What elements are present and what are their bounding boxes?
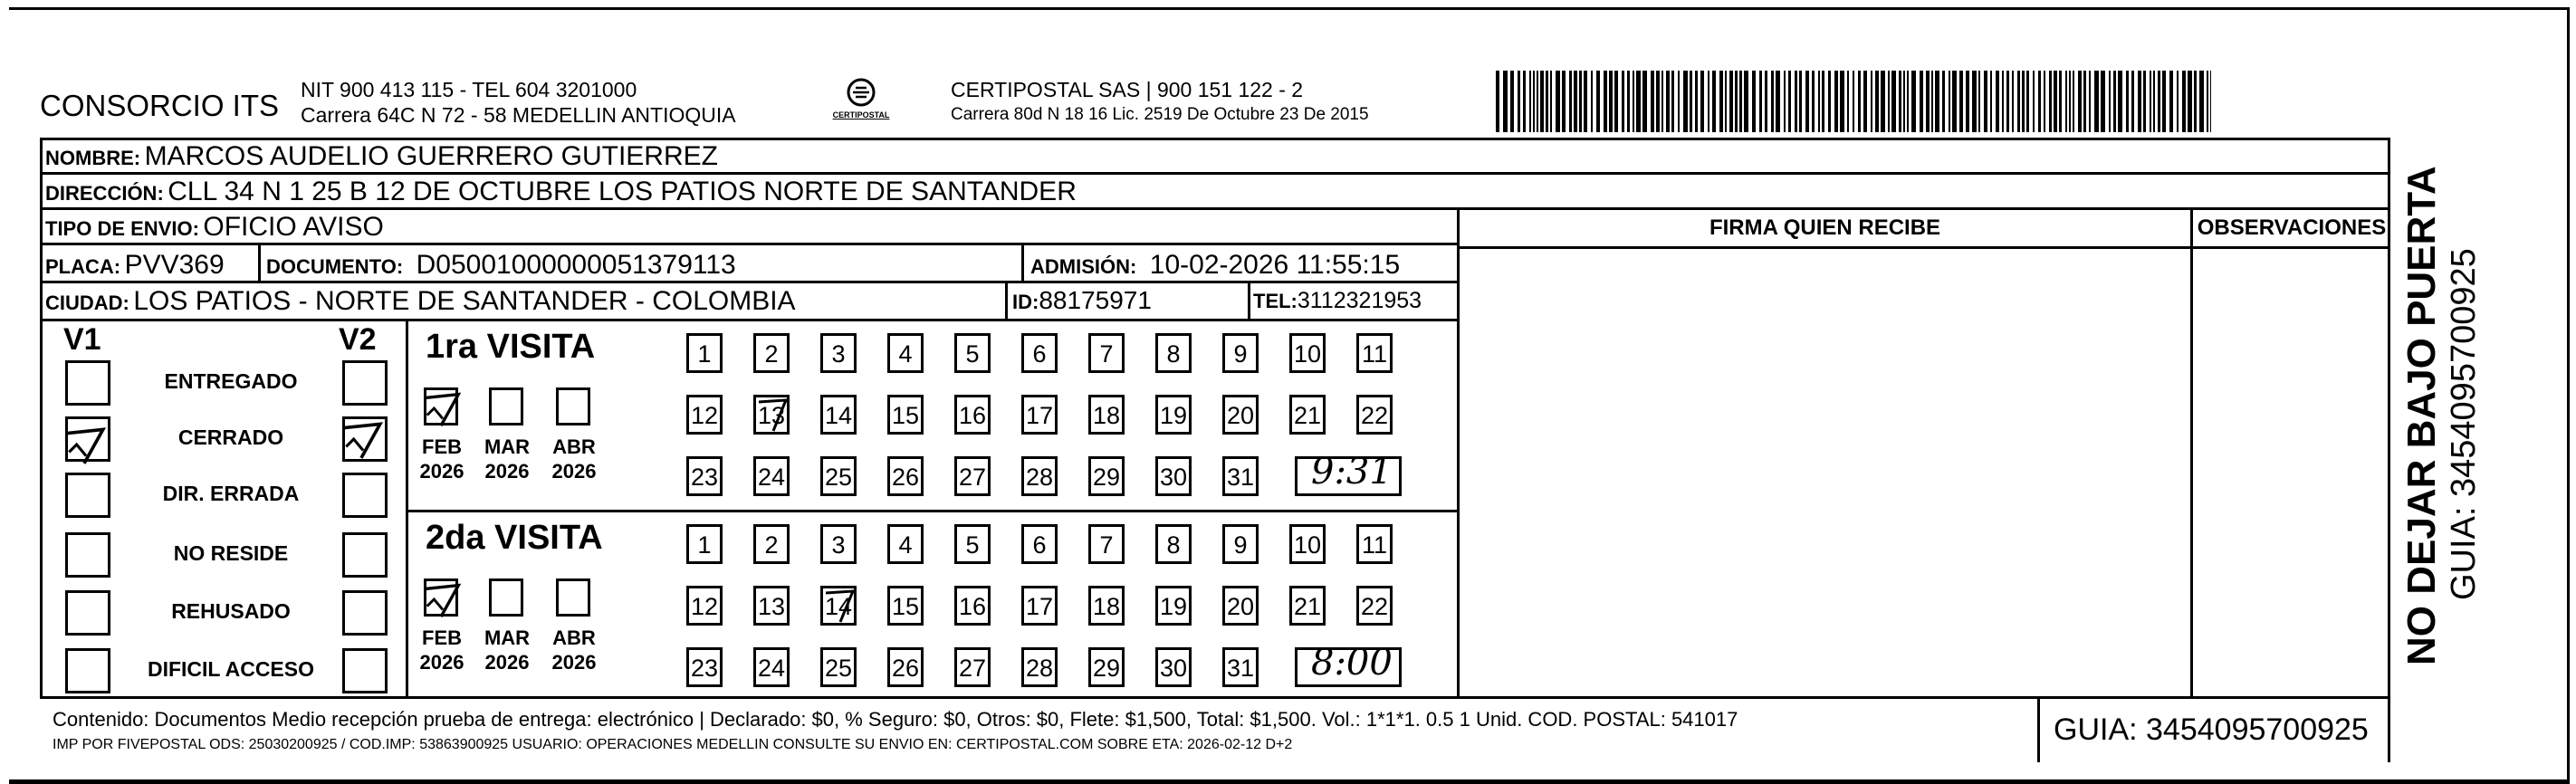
admission-label: ADMISIÓN: [1030, 255, 1137, 278]
observations-header: OBSERVACIONES [2197, 215, 2387, 240]
status-v1-checkbox[interactable] [65, 590, 110, 636]
day-box[interactable]: 15 [887, 586, 924, 626]
day-box[interactable]: 10 [1289, 333, 1326, 373]
city-cell [45, 286, 796, 317]
status-v2-checkbox[interactable] [342, 590, 388, 636]
handwritten-time: 8:00 [1311, 642, 1393, 684]
day-box[interactable]: 21 [1289, 586, 1326, 626]
city-value: LOS PATIOS - NORTE DE SANTANDER - COLOMBIA [133, 286, 796, 316]
day-box[interactable]: 26 [887, 456, 924, 496]
day-box[interactable]: 19 [1155, 395, 1192, 435]
month-checkbox[interactable] [489, 387, 523, 425]
day-box[interactable]: 2 [753, 524, 790, 564]
rule-v-plate [258, 243, 261, 281]
month-checkbox[interactable] [424, 578, 458, 617]
status-v1-checkbox[interactable] [65, 648, 110, 693]
day-box[interactable]: 25 [820, 647, 857, 687]
day-box[interactable]: 8 [1155, 333, 1192, 373]
day-box[interactable]: 1 [686, 524, 723, 564]
shiptype-label: TIPO DE ENVIO: [45, 217, 199, 240]
document-cell [266, 250, 736, 281]
day-box[interactable]: 5 [954, 333, 991, 373]
visit-title: 1ra VISITA [426, 328, 596, 366]
city-label: CIUDAD: [45, 292, 129, 314]
tel-value: 3112321953 [1297, 288, 1422, 313]
day-box[interactable]: 13 [753, 586, 790, 626]
day-box[interactable]: 12 [686, 395, 723, 435]
rule-name [40, 172, 2390, 175]
sender-line-2: Carrera 64C N 72 - 58 MEDELLIN ANTIOQUIA [301, 103, 736, 127]
day-box[interactable]: 11 [1356, 524, 1393, 564]
day-box[interactable]: 29 [1088, 456, 1125, 496]
day-box[interactable]: 9 [1222, 524, 1259, 564]
v1-header: V1 [63, 322, 101, 357]
day-box[interactable]: 10 [1289, 524, 1326, 564]
month-label: MAR 2026 [484, 435, 531, 483]
day-box[interactable]: 27 [954, 456, 991, 496]
ship-type: OFICIO AVISO [203, 212, 384, 242]
status-v2-checkbox[interactable] [342, 473, 388, 518]
day-box[interactable]: 22 [1356, 586, 1393, 626]
day-box[interactable]: 3 [820, 524, 857, 564]
rule-city [40, 319, 1460, 321]
day-box[interactable]: 25 [820, 456, 857, 496]
day-box[interactable]: 17 [1021, 586, 1058, 626]
footer-print-info: IMP POR FIVEPOSTAL ODS: 25030200925 / COD.IMP: 53863900925 USUARIO: OPERACIONES MEDELLIN CONSULTE SU ENVIO EN: CERTIPOSTAL.COM SOBRE ETA: 2026-02-12 D+2 [53, 737, 1293, 752]
shiptype-row [45, 212, 384, 243]
rule-visits [406, 510, 1460, 512]
rule-address [40, 207, 2390, 210]
day-box[interactable]: 4 [887, 524, 924, 564]
sender-name: CONSORCIO ITS [40, 89, 280, 122]
status-label: DIFICIL ACCESO [147, 657, 314, 681]
month-checkbox[interactable] [556, 578, 590, 617]
month-checkbox[interactable] [489, 578, 523, 617]
day-box[interactable]: 15 [887, 395, 924, 435]
day-box[interactable]: 20 [1222, 586, 1259, 626]
name-row [45, 141, 718, 172]
day-box[interactable]: 31 [1222, 456, 1259, 496]
month-checkbox[interactable] [556, 387, 590, 425]
day-box[interactable]: 14 [820, 586, 857, 626]
plate-value: PVV369 [124, 250, 225, 280]
tel-cell [1253, 288, 1422, 314]
day-box[interactable]: 4 [887, 333, 924, 373]
status-v1-checkbox[interactable] [65, 473, 110, 518]
day-box[interactable]: 14 [820, 395, 857, 435]
v2-header: V2 [339, 322, 377, 357]
day-box[interactable]: 23 [686, 456, 723, 496]
barcode [1496, 71, 2213, 132]
signature-header: FIRMA QUIEN RECIBE [1709, 215, 1941, 240]
day-box[interactable]: 2 [753, 333, 790, 373]
day-box[interactable]: 21 [1289, 395, 1326, 435]
carrier-line-2: Carrera 80d N 18 16 Lic. 2519 De Octubre 23 De 2015 [951, 105, 1369, 124]
day-box[interactable]: 27 [954, 647, 991, 687]
carrier-line-1: CERTIPOSTAL SAS | 900 151 122 - 2 [951, 78, 1304, 101]
admission-value: 10-02-2026 11:55:15 [1149, 250, 1401, 280]
day-box[interactable]: 18 [1088, 586, 1125, 626]
side-warning: NO DEJAR BAJO PUERTA [2399, 166, 2444, 665]
side-guia: GUIA: 3454095700925 [2445, 248, 2483, 600]
day-box[interactable]: 13 [753, 395, 790, 435]
tel-label: TEL: [1253, 290, 1298, 312]
day-box[interactable]: 17 [1021, 395, 1058, 435]
day-box[interactable]: 22 [1356, 395, 1393, 435]
status-v2-checkbox[interactable] [342, 416, 388, 462]
day-box[interactable]: 8 [1155, 524, 1192, 564]
day-box[interactable]: 31 [1222, 647, 1259, 687]
day-box[interactable]: 9 [1222, 333, 1259, 373]
day-box[interactable]: 28 [1021, 456, 1058, 496]
day-box[interactable]: 11 [1356, 333, 1393, 373]
day-box[interactable]: 1 [686, 333, 723, 373]
day-box[interactable]: 29 [1088, 647, 1125, 687]
day-box[interactable]: 16 [954, 395, 991, 435]
status-label: CERRADO [177, 425, 284, 449]
id-value: 88175971 [1039, 286, 1152, 314]
day-box[interactable]: 5 [954, 524, 991, 564]
rule-v-signature [1457, 207, 1460, 699]
status-v1-checkbox[interactable] [65, 416, 110, 462]
recipient-name: MARCOS AUDELIO GUERRERO GUTIERREZ [144, 141, 718, 171]
handwritten-time: 9:31 [1311, 451, 1393, 492]
day-box[interactable]: 3 [820, 333, 857, 373]
document-label: DOCUMENTO: [266, 255, 404, 278]
document-value: D05001000000051379113 [416, 250, 736, 280]
footer-guia: GUIA: 3454095700925 [2054, 712, 2369, 747]
certipostal-logo [833, 71, 889, 127]
day-box[interactable]: 6 [1021, 333, 1058, 373]
admission-cell [1030, 250, 1400, 281]
day-box[interactable]: 24 [753, 647, 790, 687]
month-label: ABR 2026 [551, 435, 597, 483]
rule-v-tel [1248, 281, 1250, 319]
status-label: NO RESIDE [173, 541, 289, 565]
status-v2-checkbox[interactable] [342, 360, 388, 406]
id-label: ID: [1012, 291, 1039, 313]
rule-v-id [1005, 281, 1008, 319]
id-cell [1012, 286, 1152, 315]
day-box[interactable]: 28 [1021, 647, 1058, 687]
plate-cell [45, 250, 225, 281]
visit-title: 2da VISITA [426, 519, 603, 557]
day-box[interactable]: 7 [1088, 333, 1125, 373]
status-v1-checkbox[interactable] [65, 360, 110, 406]
status-label: DIR. ERRADA [162, 482, 300, 505]
day-box[interactable]: 19 [1155, 586, 1192, 626]
rule-v-obs [2190, 207, 2193, 699]
plate-label: PLACA: [45, 255, 121, 278]
month-label: MAR 2026 [484, 626, 531, 674]
status-v2-checkbox[interactable] [342, 648, 388, 693]
day-box[interactable]: 6 [1021, 524, 1058, 564]
status-label: REHUSADO [171, 599, 291, 623]
day-box[interactable]: 16 [954, 586, 991, 626]
month-label: FEB 2026 [419, 626, 464, 674]
status-v1-checkbox[interactable] [65, 532, 110, 578]
rule-shiptype [40, 243, 1460, 245]
rule-v-status [406, 319, 408, 699]
status-v2-checkbox[interactable] [342, 532, 388, 578]
day-box[interactable]: 30 [1155, 647, 1192, 687]
rule-v-document [1021, 243, 1024, 281]
day-box[interactable]: 26 [887, 647, 924, 687]
month-label: FEB 2026 [419, 435, 464, 483]
day-box[interactable]: 7 [1088, 524, 1125, 564]
sender-line-1: NIT 900 413 115 - TEL 604 3201000 [301, 78, 637, 101]
footer-contents: Contenido: Documentos Medio recepción prueba de entrega: electrónico | Declarado: $0, % Seguro: $0, Otros: $0, Flete: $1,500, Total: $1,500. Vol.: 1*1*1. 0.5 1 Unid. COD. POSTAL: 541017 [53, 708, 1738, 731]
day-box[interactable]: 12 [686, 586, 723, 626]
day-box[interactable]: 23 [686, 647, 723, 687]
address-row [45, 177, 1077, 207]
day-box[interactable]: 20 [1222, 395, 1259, 435]
month-checkbox[interactable] [424, 387, 458, 425]
day-box[interactable]: 24 [753, 456, 790, 496]
address-label: DIRECCIÓN: [45, 182, 164, 205]
day-box[interactable]: 30 [1155, 456, 1192, 496]
month-label: ABR 2026 [551, 626, 597, 674]
rule-plate [40, 281, 1460, 283]
recipient-address: CLL 34 N 1 25 B 12 DE OCTUBRE LOS PATIOS NORTE DE SANTANDER [168, 177, 1077, 206]
day-box[interactable]: 18 [1088, 395, 1125, 435]
name-label: NOMBRE: [45, 147, 141, 169]
rule-sig-header [1460, 246, 2390, 249]
status-label: ENTREGADO [164, 369, 298, 393]
logo-text: CERTIPOSTAL [832, 110, 890, 120]
